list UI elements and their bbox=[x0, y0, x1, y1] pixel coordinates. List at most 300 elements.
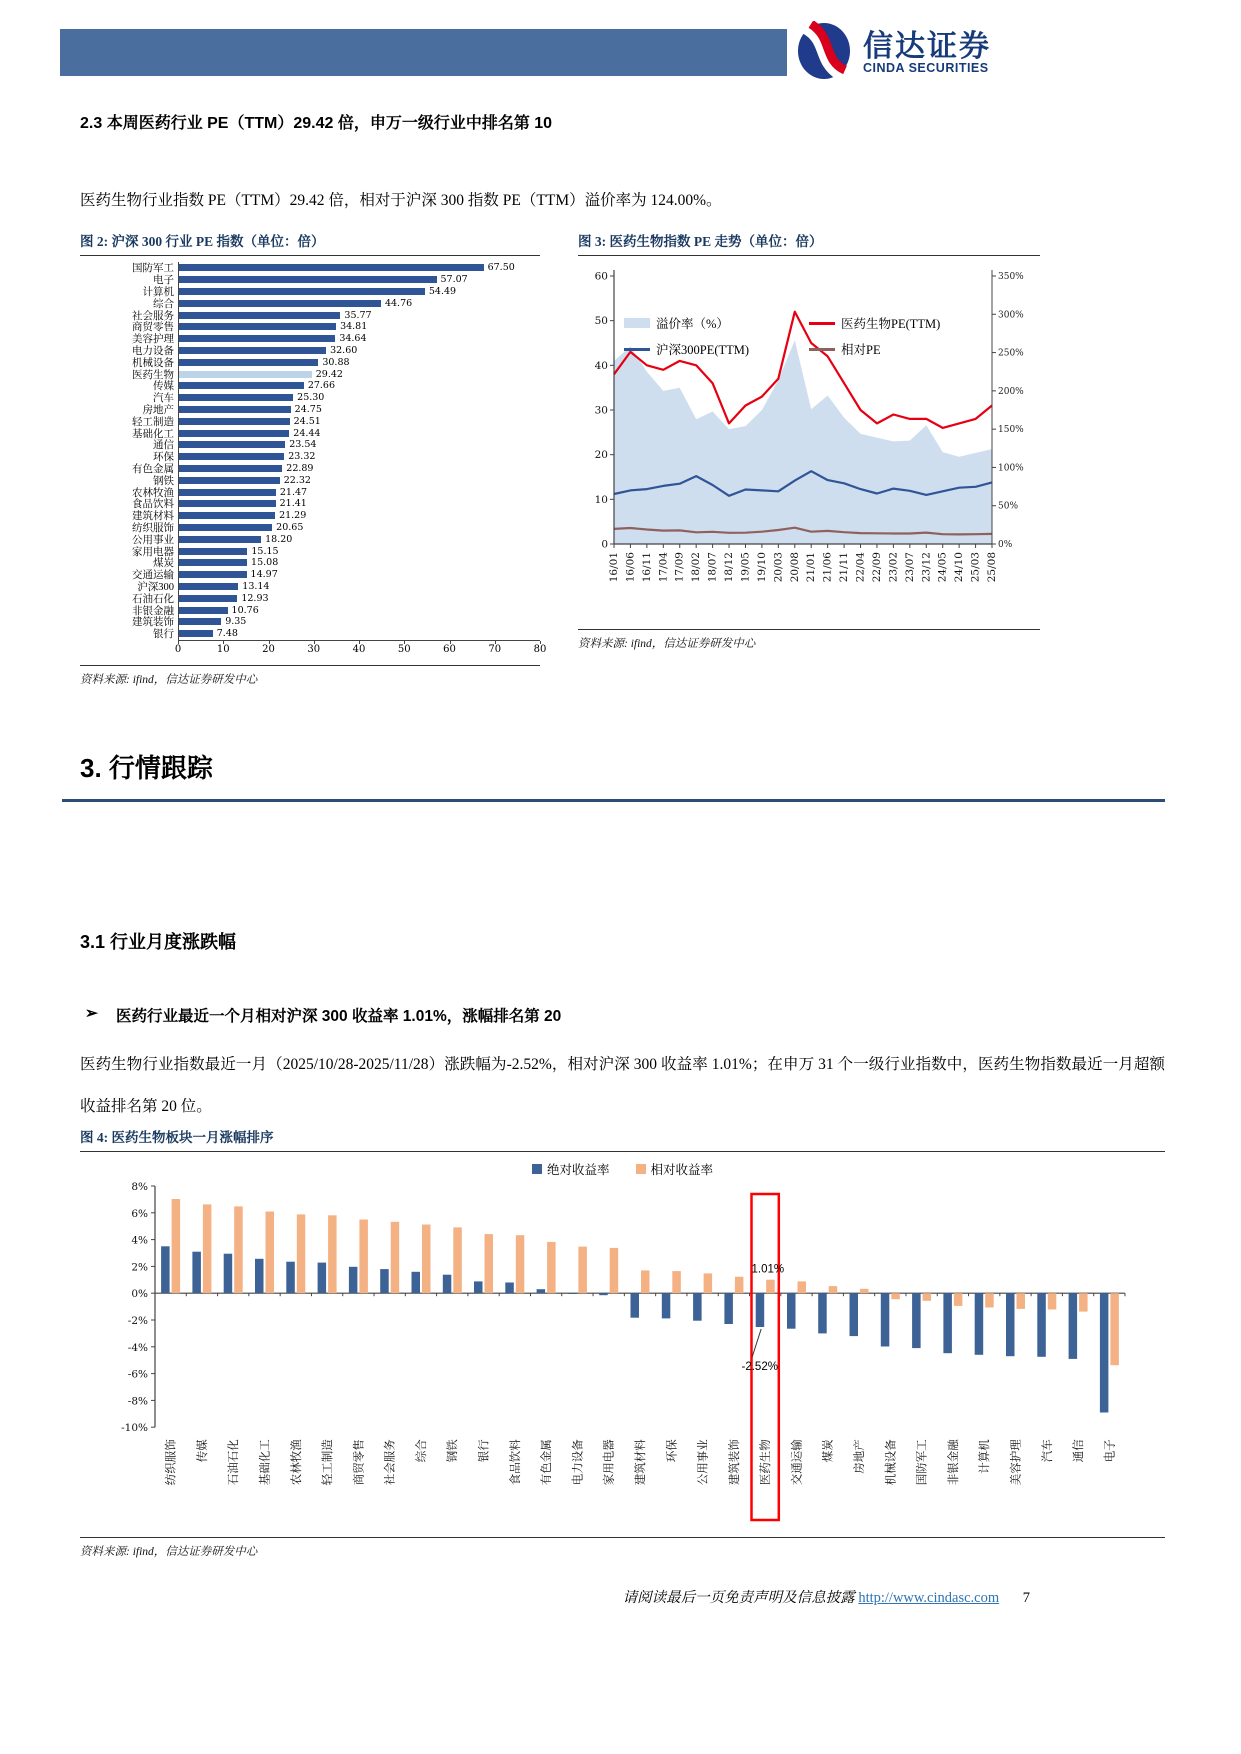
fig4-bar bbox=[1069, 1293, 1078, 1359]
fig2-category-label: 汽车 bbox=[153, 393, 174, 405]
figure-2-x-axis bbox=[174, 640, 547, 659]
fig2-value-label: 30.88 bbox=[322, 356, 350, 368]
fig2-value-label: 54.49 bbox=[428, 285, 457, 297]
fig2-bar-zone bbox=[178, 486, 540, 498]
fig4-category-label: 电子 bbox=[1104, 1439, 1117, 1463]
fig2-category-label: 非银金融 bbox=[132, 605, 174, 617]
fig4-bar bbox=[641, 1270, 650, 1293]
fig4-bar bbox=[1017, 1293, 1026, 1309]
fig3-left-tick-label: 0 bbox=[601, 538, 608, 551]
fig4-bar bbox=[1037, 1293, 1046, 1357]
fig2-bar bbox=[179, 406, 291, 413]
footer-link[interactable]: http://www.cindasc.com bbox=[858, 1590, 1000, 1606]
fig4-category-label: 煤炭 bbox=[822, 1439, 835, 1463]
fig4-category-label: 基础化工 bbox=[259, 1439, 272, 1486]
brand-name-en: CINDA SECURITIES bbox=[863, 61, 989, 76]
figure-4-legend bbox=[80, 1160, 1165, 1178]
fig3-right-tick-label: 350% bbox=[998, 272, 1024, 282]
fig4-bar bbox=[203, 1204, 212, 1293]
fig2-bar-zone bbox=[178, 557, 540, 569]
fig2-value-label: 9.35 bbox=[225, 616, 247, 628]
fig4-y-tick-label: -4% bbox=[127, 1341, 148, 1354]
fig2-bar bbox=[179, 418, 290, 425]
fig2-bar-zone bbox=[178, 533, 540, 545]
fig2-bar-zone bbox=[178, 581, 540, 593]
fig2-bar-zone bbox=[178, 345, 540, 357]
fig4-bar bbox=[1048, 1293, 1057, 1309]
fig4-bar bbox=[850, 1293, 859, 1336]
fig4-bar bbox=[297, 1214, 306, 1293]
fig2-bar bbox=[179, 477, 280, 484]
fig4-bar bbox=[224, 1254, 233, 1294]
fig4-bar bbox=[1110, 1293, 1119, 1365]
section-3-1-paragraph: 医药生物行业指数最近一月（2025/10/28-2025/11/28）涨跌幅为-2.52%，相对沪深 300 收益率 1.01%；在申万 31 个一级行业指数中，医药生物指数最近一月超额收益排名第 20 位。 bbox=[80, 1056, 1165, 1115]
fig4-bar bbox=[756, 1293, 765, 1327]
fig2-category-label: 房地产 bbox=[142, 404, 174, 416]
fig2-value-label: 35.77 bbox=[344, 309, 372, 321]
fig3-left-tick-label: 20 bbox=[594, 449, 608, 462]
fig2-bar bbox=[179, 548, 247, 555]
fig2-bar bbox=[179, 264, 484, 271]
fig2-category-label: 石油石化 bbox=[132, 593, 174, 605]
section-3-1-heading: 3.1 行业月度涨跌幅 bbox=[80, 932, 237, 952]
bullet-arrow-icon: ➢ bbox=[85, 1005, 98, 1022]
fig2-category-label: 国防军工 bbox=[132, 263, 174, 275]
fig4-bar bbox=[192, 1252, 201, 1294]
fig2-bar-zone bbox=[178, 333, 540, 345]
fig4-y-tick-label: -8% bbox=[127, 1395, 148, 1408]
figure-3 bbox=[578, 230, 1040, 651]
figure-3-chart bbox=[578, 262, 1040, 623]
fig4-bar bbox=[349, 1267, 358, 1293]
fig4-legend-label: 相对收益率 bbox=[650, 1163, 714, 1177]
fig3-x-tick-label: 16/01 bbox=[608, 552, 620, 583]
fig2-category-label: 食品饮料 bbox=[132, 499, 174, 511]
fig2-category-label: 农林牧渔 bbox=[132, 487, 174, 499]
fig4-bar bbox=[610, 1248, 619, 1293]
fig4-bar bbox=[380, 1269, 389, 1293]
fig4-bar bbox=[443, 1275, 452, 1294]
fig4-bar bbox=[485, 1234, 494, 1293]
fig2-value-label: 57.07 bbox=[440, 274, 468, 286]
fig3-x-tick-label: 16/11 bbox=[640, 552, 653, 583]
fig4-legend-item bbox=[532, 1160, 610, 1178]
fig2-bar bbox=[179, 347, 326, 354]
fig4-category-label: 纺织服饰 bbox=[165, 1439, 178, 1486]
fig3-x-tick-label: 20/03 bbox=[772, 552, 785, 583]
figure-4-caption: 图 4: 医药生物板块一月涨幅排序 bbox=[80, 1130, 274, 1145]
figure-3-caption: 图 3: 医药生物指数 PE 走势（单位：倍） bbox=[578, 234, 823, 249]
figure-3-bottom-rule bbox=[578, 629, 1040, 630]
fig4-y-tick-label: 6% bbox=[131, 1207, 148, 1220]
fig4-category-label: 机械设备 bbox=[885, 1439, 898, 1486]
fig2-value-label: 15.15 bbox=[251, 545, 279, 557]
fig4-bar bbox=[453, 1227, 462, 1293]
fig2-category-label: 机械设备 bbox=[132, 357, 174, 369]
fig2-bar bbox=[179, 524, 272, 531]
fig2-category-label: 煤炭 bbox=[153, 558, 174, 570]
fig4-category-label: 石油石化 bbox=[228, 1439, 241, 1486]
fig3-x-tick-label: 21/01 bbox=[805, 552, 818, 583]
fig2-bar-zone bbox=[178, 628, 540, 640]
fig2-value-label: 20.65 bbox=[276, 521, 304, 533]
fig3-legend-label: 溢价率（%） bbox=[656, 317, 729, 331]
fig4-bar bbox=[234, 1206, 243, 1293]
page-number: 7 bbox=[1022, 1590, 1030, 1606]
fig4-legend-swatch bbox=[636, 1164, 646, 1174]
brand-name-cn: 信达证券 bbox=[863, 29, 991, 63]
fig2-category-label: 通信 bbox=[153, 440, 174, 452]
fig2-bar-zone bbox=[178, 498, 540, 510]
fig3-left-tick-label: 50 bbox=[594, 315, 608, 328]
fig3-x-tick-label: 18/02 bbox=[690, 552, 703, 583]
fig4-bar bbox=[422, 1225, 431, 1294]
fig3-x-tick-label: 25/03 bbox=[969, 552, 982, 583]
fig2-bar-zone bbox=[178, 274, 540, 286]
fig4-y-tick-label: 2% bbox=[131, 1261, 148, 1274]
fig2-bar bbox=[179, 430, 289, 437]
fig3-legend-swatch bbox=[809, 322, 835, 325]
fig2-value-label: 13.14 bbox=[242, 580, 270, 592]
fig2-value-label: 10.76 bbox=[231, 604, 259, 616]
fig4-category-label: 轻工制造 bbox=[322, 1439, 335, 1486]
fig2-bar-zone bbox=[178, 427, 540, 439]
fig2-value-label: 24.44 bbox=[293, 427, 321, 439]
fig2-value-label: 23.54 bbox=[289, 439, 317, 451]
fig4-bar bbox=[818, 1293, 827, 1333]
fig3-legend-label: 相对PE bbox=[841, 343, 881, 357]
fig2-bar bbox=[179, 607, 228, 614]
fig4-annotation-leader bbox=[752, 1329, 761, 1357]
fig4-bar bbox=[172, 1199, 181, 1293]
figure-4-top-rule bbox=[80, 1151, 1165, 1152]
fig2-bar bbox=[179, 323, 336, 330]
fig4-bar bbox=[516, 1235, 525, 1293]
fig2-x-tick-label: 40 bbox=[352, 643, 366, 655]
fig4-bar bbox=[568, 1293, 577, 1294]
fig2-value-label: 21.47 bbox=[279, 486, 308, 498]
section-3-heading: 3. 行情跟踪 bbox=[80, 753, 213, 783]
fig2-bar-zone bbox=[178, 545, 540, 557]
fig2-bar-zone bbox=[178, 463, 540, 475]
fig2-bar bbox=[179, 595, 237, 602]
fig2-category-label: 交通运输 bbox=[132, 570, 174, 582]
figure-2-caption: 图 2: 沪深 300 行业 PE 指数（单位：倍） bbox=[80, 234, 325, 249]
fig2-x-tick-label: 60 bbox=[443, 643, 456, 655]
fig3-right-tick-label: 150% bbox=[998, 425, 1024, 436]
fig2-category-label: 纺织服饰 bbox=[132, 522, 174, 534]
fig4-legend-item bbox=[636, 1160, 714, 1178]
fig4-bar bbox=[787, 1293, 796, 1329]
fig4-category-label: 美容护理 bbox=[1010, 1439, 1023, 1486]
fig2-category-label: 综合 bbox=[153, 298, 174, 310]
fig2-value-label: 22.89 bbox=[286, 462, 314, 474]
fig2-bar bbox=[179, 359, 318, 366]
fig2-bar-zone bbox=[178, 321, 540, 333]
fig2-value-label: 18.20 bbox=[265, 533, 293, 545]
figure-3-legend bbox=[624, 314, 1014, 358]
fig2-value-label: 34.81 bbox=[340, 321, 368, 333]
fig2-category-label: 建筑材料 bbox=[132, 511, 174, 523]
section-2-3-heading: 2.3 本周医药行业 PE（TTM）29.42 倍，申万一级行业中排名第 10 bbox=[80, 115, 553, 132]
fig2-category-label: 建筑装饰 bbox=[132, 617, 174, 629]
fig3-x-tick-label: 23/07 bbox=[903, 552, 916, 583]
figure-3-source: 资料来源: ifind，信达证券研发中心 bbox=[578, 638, 756, 650]
fig3-x-tick-label: 24/05 bbox=[936, 552, 949, 583]
fig2-category-label: 计算机 bbox=[142, 287, 174, 298]
fig2-bar-zone bbox=[178, 356, 540, 368]
fig3-legend-item bbox=[809, 314, 994, 332]
fig2-bar-zone bbox=[178, 451, 540, 463]
fig2-bar-zone bbox=[178, 604, 540, 616]
fig4-bar bbox=[943, 1293, 952, 1353]
fig3-left-tick-label: 30 bbox=[594, 404, 608, 417]
fig4-bar bbox=[391, 1222, 400, 1293]
fig2-bar bbox=[179, 583, 238, 590]
fig2-category-label: 社会服务 bbox=[132, 310, 174, 322]
fig4-bar bbox=[829, 1286, 838, 1293]
fig2-x-tick-label: 0 bbox=[174, 643, 182, 655]
section-3-underline bbox=[62, 799, 1165, 802]
fig4-bar bbox=[255, 1259, 264, 1293]
fig2-x-tick-label: 30 bbox=[307, 643, 321, 655]
fig2-bar bbox=[179, 618, 221, 625]
fig2-category-label: 轻工制造 bbox=[132, 416, 174, 428]
fig3-right-tick-label: 100% bbox=[998, 463, 1024, 474]
fig3-legend-swatch bbox=[624, 318, 650, 328]
fig2-bar bbox=[179, 571, 247, 578]
fig2-x-tick-label: 70 bbox=[488, 643, 502, 655]
fig3-right-tick-label: 50% bbox=[998, 501, 1019, 512]
figure-4-bottom-rule bbox=[80, 1537, 1165, 1538]
fig4-bar bbox=[912, 1293, 921, 1348]
fig4-category-label: 公用事业 bbox=[697, 1439, 710, 1486]
fig3-legend-item bbox=[624, 314, 809, 332]
fig2-x-tick-label: 20 bbox=[262, 643, 275, 655]
header-band bbox=[60, 29, 787, 76]
fig2-category-label: 公用事业 bbox=[132, 534, 174, 546]
fig2-category-label: 基础化工 bbox=[132, 428, 174, 440]
fig2-x-tick-label: 10 bbox=[216, 643, 230, 655]
fig2-value-label: 44.76 bbox=[384, 297, 413, 309]
fig4-category-label: 家用电器 bbox=[603, 1439, 616, 1486]
fig2-bar bbox=[179, 512, 275, 519]
fig2-value-label: 21.29 bbox=[279, 510, 307, 522]
cinda-logo-icon bbox=[795, 21, 853, 86]
fig2-bar-zone bbox=[178, 592, 540, 604]
fig2-bar bbox=[179, 536, 261, 543]
fig2-bar bbox=[179, 382, 304, 389]
fig3-right-tick-label: 250% bbox=[998, 348, 1024, 359]
fig4-bar bbox=[328, 1215, 337, 1293]
figure-2-chart bbox=[80, 262, 540, 640]
figure-4 bbox=[80, 1126, 1165, 1559]
fig2-bar bbox=[179, 453, 284, 460]
fig4-category-label: 环保 bbox=[666, 1439, 679, 1463]
fig4-category-label: 综合 bbox=[415, 1439, 428, 1463]
fig3-x-tick-label: 22/04 bbox=[854, 552, 867, 583]
fig4-bar bbox=[975, 1293, 984, 1355]
fig2-bar-zone bbox=[178, 297, 540, 309]
fig2-category-label: 医药生物 bbox=[132, 369, 174, 381]
fig4-bar bbox=[766, 1280, 775, 1294]
fig2-bar-zone bbox=[178, 616, 540, 628]
fig4-category-label: 建筑材料 bbox=[635, 1439, 647, 1486]
fig4-bar bbox=[798, 1281, 807, 1293]
fig2-bar-zone bbox=[178, 380, 540, 392]
fig3-right-tick-label: 300% bbox=[998, 310, 1024, 321]
fig2-value-label: 14.97 bbox=[250, 569, 278, 581]
fig2-value-label: 24.75 bbox=[294, 403, 322, 415]
fig4-category-label: 汽车 bbox=[1041, 1439, 1054, 1463]
fig4-category-label: 钢铁 bbox=[447, 1439, 460, 1463]
fig2-value-label: 23.32 bbox=[288, 451, 316, 463]
fig4-category-label: 非银金融 bbox=[947, 1439, 960, 1486]
fig3-right-tick-label: 0% bbox=[998, 540, 1013, 550]
fig2-category-label: 传媒 bbox=[153, 381, 174, 393]
fig4-category-label: 电力设备 bbox=[572, 1439, 585, 1486]
fig4-bar bbox=[1079, 1293, 1088, 1311]
fig2-value-label: 21.41 bbox=[279, 498, 307, 510]
fig3-x-tick-label: 19/10 bbox=[755, 552, 768, 583]
fig3-right-tick-label: 200% bbox=[998, 386, 1024, 397]
fig4-category-label: 商贸零售 bbox=[353, 1439, 366, 1486]
fig2-category-label: 商贸零售 bbox=[132, 322, 174, 334]
fig4-category-label: 房地产 bbox=[854, 1439, 867, 1474]
figure-2-bottom-rule bbox=[80, 665, 540, 666]
fig2-category-label: 有色金属 bbox=[132, 463, 174, 475]
fig4-category-label: 医药生物 bbox=[760, 1439, 773, 1486]
fig2-category-label: 环保 bbox=[153, 452, 174, 464]
fig4-bar bbox=[704, 1273, 713, 1293]
fig4-bar bbox=[1100, 1293, 1109, 1412]
fig2-bar-zone bbox=[178, 510, 540, 522]
fig2-bar-zone bbox=[178, 404, 540, 416]
fig2-x-tick-label: 50 bbox=[397, 643, 411, 655]
footer-disclaimer: 请阅读最后一页免责声明及信息披露 bbox=[622, 1590, 855, 1606]
fig2-category-label: 家用电器 bbox=[132, 546, 174, 558]
page-footer bbox=[80, 1586, 1030, 1607]
fig3-legend-label: 沪深300PE(TTM) bbox=[656, 343, 750, 357]
fig2-bar-zone bbox=[178, 262, 540, 274]
fig2-value-label: 32.60 bbox=[330, 344, 358, 356]
fig4-bar bbox=[662, 1293, 671, 1318]
fig4-bar bbox=[693, 1293, 702, 1321]
fig2-value-label: 7.48 bbox=[216, 628, 238, 640]
fig4-bar bbox=[860, 1289, 869, 1293]
fig3-x-tick-label: 17/04 bbox=[657, 552, 670, 583]
fig2-value-label: 27.66 bbox=[307, 380, 336, 392]
fig2-bar bbox=[179, 559, 247, 566]
fig4-bar bbox=[1006, 1293, 1015, 1356]
fig2-bar bbox=[179, 394, 293, 401]
fig3-left-tick-label: 10 bbox=[594, 493, 608, 506]
fig4-bar bbox=[735, 1277, 744, 1294]
fig2-bar bbox=[179, 441, 285, 448]
fig4-y-tick-label: 4% bbox=[131, 1234, 148, 1247]
fig2-bar-zone bbox=[178, 569, 540, 581]
fig4-bar bbox=[474, 1281, 483, 1293]
fig4-y-tick-label: -6% bbox=[127, 1368, 148, 1381]
fig3-x-tick-label: 16/06 bbox=[624, 552, 637, 583]
fig3-x-tick-label: 23/02 bbox=[887, 552, 900, 583]
fig4-bar bbox=[954, 1293, 963, 1306]
fig3-x-tick-label: 21/11 bbox=[838, 552, 851, 583]
fig2-category-label: 沪深300 bbox=[137, 581, 174, 593]
fig2-bar-zone bbox=[178, 392, 540, 404]
fig4-bar bbox=[318, 1263, 327, 1294]
fig2-bar bbox=[179, 335, 335, 342]
fig4-bar bbox=[537, 1289, 546, 1293]
fig3-legend-swatch bbox=[809, 348, 835, 351]
fig2-bar-row bbox=[80, 628, 540, 640]
figure-4-source: 资料来源: ifind，信达证券研发中心 bbox=[80, 1546, 258, 1558]
fig3-legend-item bbox=[624, 340, 809, 358]
fig3-x-tick-label: 21/06 bbox=[821, 552, 834, 583]
fig4-category-label: 国防军工 bbox=[916, 1439, 929, 1486]
figure-2 bbox=[80, 230, 547, 687]
fig4-bar bbox=[547, 1242, 556, 1293]
fig4-bar bbox=[891, 1293, 900, 1299]
fig3-x-tick-label: 23/12 bbox=[920, 552, 933, 583]
fig4-category-label: 交通运输 bbox=[791, 1439, 804, 1486]
fig3-x-tick-label: 22/09 bbox=[870, 552, 883, 583]
fig4-category-label: 银行 bbox=[478, 1439, 491, 1463]
fig4-y-tick-label: 0% bbox=[131, 1288, 148, 1301]
fig4-bar bbox=[881, 1293, 890, 1346]
fig2-bar bbox=[179, 300, 381, 307]
fig3-legend-label: 医药生物PE(TTM) bbox=[841, 317, 941, 331]
fig2-bar bbox=[179, 288, 425, 295]
fig3-left-tick-label: 40 bbox=[594, 359, 608, 372]
fig4-annotation-absolute: -2.52% bbox=[741, 1361, 778, 1373]
fig2-bar-zone bbox=[178, 415, 540, 427]
fig2-bar bbox=[179, 276, 437, 283]
figure-2-top-rule bbox=[80, 255, 540, 256]
fig4-category-label: 传媒 bbox=[196, 1439, 209, 1463]
fig3-left-tick-label: 60 bbox=[594, 270, 608, 283]
fig4-bar bbox=[412, 1272, 421, 1293]
fig4-bar bbox=[672, 1271, 681, 1293]
fig3-x-tick-label: 24/10 bbox=[953, 552, 966, 583]
fig4-bar bbox=[599, 1293, 608, 1295]
fig2-x-tick-label: 80 bbox=[533, 643, 547, 655]
fig4-category-label: 通信 bbox=[1073, 1439, 1086, 1463]
fig4-category-label: 社会服务 bbox=[384, 1439, 397, 1486]
fig4-bar bbox=[578, 1247, 587, 1294]
fig2-value-label: 12.93 bbox=[241, 592, 269, 604]
fig2-category-label: 美容护理 bbox=[132, 334, 174, 346]
fig2-bar-zone bbox=[178, 286, 540, 298]
fig4-bar bbox=[266, 1212, 275, 1294]
section-2-3-paragraph: 医药生物行业指数 PE（TTM）29.42 倍，相对于沪深 300 指数 PE（TTM）溢价率为 124.00%。 bbox=[80, 192, 722, 209]
fig3-premium-area bbox=[614, 340, 992, 544]
fig4-bar bbox=[923, 1293, 932, 1301]
fig4-y-tick-label: -10% bbox=[121, 1422, 148, 1435]
fig2-value-label: 22.32 bbox=[283, 474, 311, 486]
fig2-bar bbox=[179, 630, 213, 637]
fig2-bar-zone bbox=[178, 368, 540, 380]
fig2-value-label: 67.50 bbox=[487, 262, 515, 274]
figure-3-top-rule bbox=[578, 255, 1040, 256]
fig4-category-label: 建筑装饰 bbox=[728, 1439, 741, 1486]
fig4-bar bbox=[985, 1293, 994, 1307]
fig2-bar bbox=[179, 500, 276, 507]
fig2-bar bbox=[179, 312, 340, 319]
fig4-y-tick-label: -2% bbox=[127, 1315, 148, 1327]
fig2-category-label: 银行 bbox=[153, 629, 174, 641]
fig3-x-tick-label: 19/05 bbox=[739, 552, 752, 583]
